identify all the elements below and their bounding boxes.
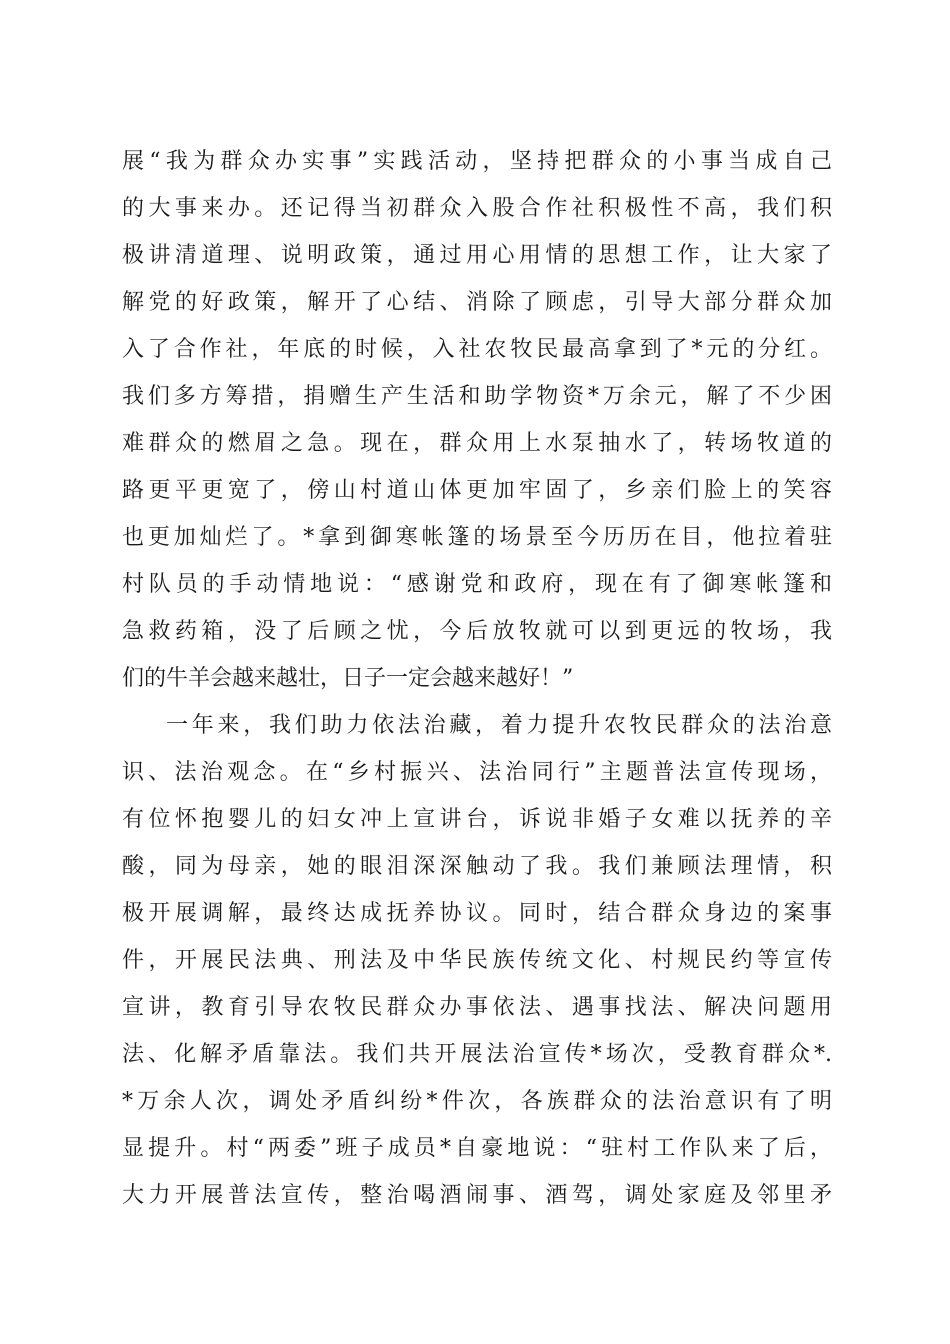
text-line: 件，开展民法典、刑法及中华民族传统文化、村规民约等宣传 [122,948,832,973]
text-line: 极讲清道理、说明政策，通过用心用情的思想工作，让大家了 [122,243,832,268]
text-line: 宣讲，教育引导农牧民群众办事依法、遇事找法、解决问题用 [122,995,832,1020]
text-line: 们的牛羊会越来越壮，日子一定会越来越好！” [122,666,574,691]
text-line: 的大事来办。还记得当初群众入股合作社积极性不高，我们积 [122,196,832,221]
text-line: 急救药箱，没了后顾之忧，今后放牧就可以到更远的牧场，我 [122,619,832,644]
text-line: 法、化解矛盾靠法。我们共开展法治宣传*场次，受教育群众*. [122,1042,832,1067]
text-line: 难群众的燃眉之急。现在，群众用上水泵抽水了，转场牧道的 [122,431,832,456]
text-line: 展“我为群众办实事”实践活动，坚持把群众的小事当成自己 [122,149,832,174]
text-line: 也更加灿烂了。*拿到御寒帐篷的场景至今历历在目，他拉着驻 [122,525,832,550]
text-line: 村队员的手动情地说：“感谢党和政府，现在有了御寒帐篷和 [122,572,832,597]
paragraph-1 [122,138,832,702]
text-line: 解党的好政策，解开了心结、消除了顾虑，引导大部分群众加 [122,290,832,315]
text-line: *万余人次，调处矛盾纠纷*件次，各族群众的法治意识有了明 [122,1089,832,1114]
text-line: 入了合作社，年底的时候，入社农牧民最高拿到了*元的分红。 [122,337,832,362]
document-body [122,138,832,1219]
text-line: 显提升。村“两委”班子成员*自豪地说：“驻村工作队来了后， [122,1136,832,1161]
text-line: 酸，同为母亲，她的眼泪深深触动了我。我们兼顾法理情，积 [122,854,832,879]
text-line: 极开展调解，最终达成抚养协议。同时，结合群众身边的案事 [122,901,832,926]
paragraph-2 [122,702,832,1219]
text-line: 一年来，我们助力依法治藏，着力提升农牧民群众的法治意 [166,713,832,738]
text-line: 我们多方筹措，捐赠生产生活和助学物资*万余元，解了不少困 [122,384,832,409]
text-line: 大力开展普法宣传，整治喝酒闹事、酒驾，调处家庭及邻里矛 [122,1183,832,1208]
text-line: 有位怀抱婴儿的妇女冲上宣讲台，诉说非婚子女难以抚养的辛 [122,807,832,832]
text-line: 识、法治观念。在“乡村振兴、法治同行”主题普法宣传现场， [122,760,832,785]
text-line: 路更平更宽了，傍山村道山体更加牢固了，乡亲们脸上的笑容 [122,478,832,503]
